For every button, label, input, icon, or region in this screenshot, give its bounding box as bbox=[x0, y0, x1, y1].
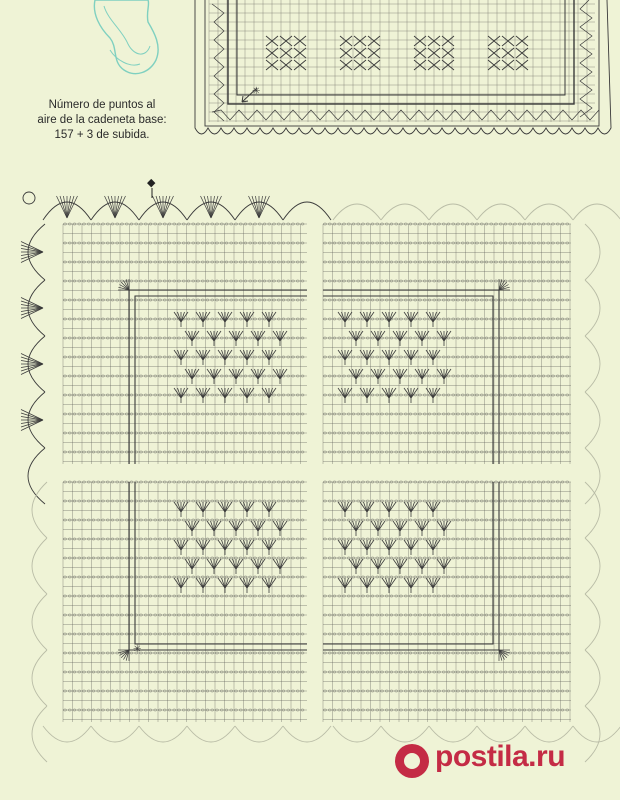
direction-marker: ◆ bbox=[147, 176, 156, 189]
x-motif-block bbox=[414, 36, 454, 70]
watermark bbox=[395, 740, 620, 784]
note-line-1: Número de puntos al bbox=[48, 99, 156, 111]
watermark-logo-icon bbox=[395, 744, 429, 778]
top-chart-fragment bbox=[195, 0, 611, 134]
top-right-quadrant bbox=[323, 204, 620, 504]
scalloped-edge bbox=[333, 482, 620, 762]
x-motif-block bbox=[488, 36, 528, 70]
x-motif-block bbox=[266, 36, 306, 70]
scalloped-edge bbox=[32, 482, 331, 762]
bottom-left-quadrant bbox=[32, 481, 331, 762]
corner-fan bbox=[118, 279, 129, 290]
turquoise-blot bbox=[94, 0, 158, 74]
note-line-2: aire de la cadeneta base: bbox=[37, 114, 167, 126]
corner-fan bbox=[118, 650, 129, 661]
scalloped-edge bbox=[333, 204, 620, 504]
x-motif-block bbox=[340, 36, 380, 70]
start-star: ✳ bbox=[252, 86, 261, 97]
corner-fan bbox=[499, 279, 510, 290]
start-star-bottom: ✳ bbox=[133, 644, 142, 655]
bottom-right-quadrant bbox=[323, 481, 620, 762]
watermark-text: postila.ru bbox=[435, 740, 566, 773]
base-chain-note bbox=[22, 98, 182, 143]
note-line-3: 157 + 3 de subida. bbox=[54, 129, 150, 141]
fan-motif-field bbox=[174, 312, 287, 403]
corner-fan bbox=[499, 650, 510, 661]
scalloped-edge bbox=[21, 192, 331, 504]
top-left-quadrant bbox=[21, 192, 331, 504]
fan-motif-field bbox=[338, 502, 451, 593]
fan-motif-field bbox=[174, 502, 287, 593]
